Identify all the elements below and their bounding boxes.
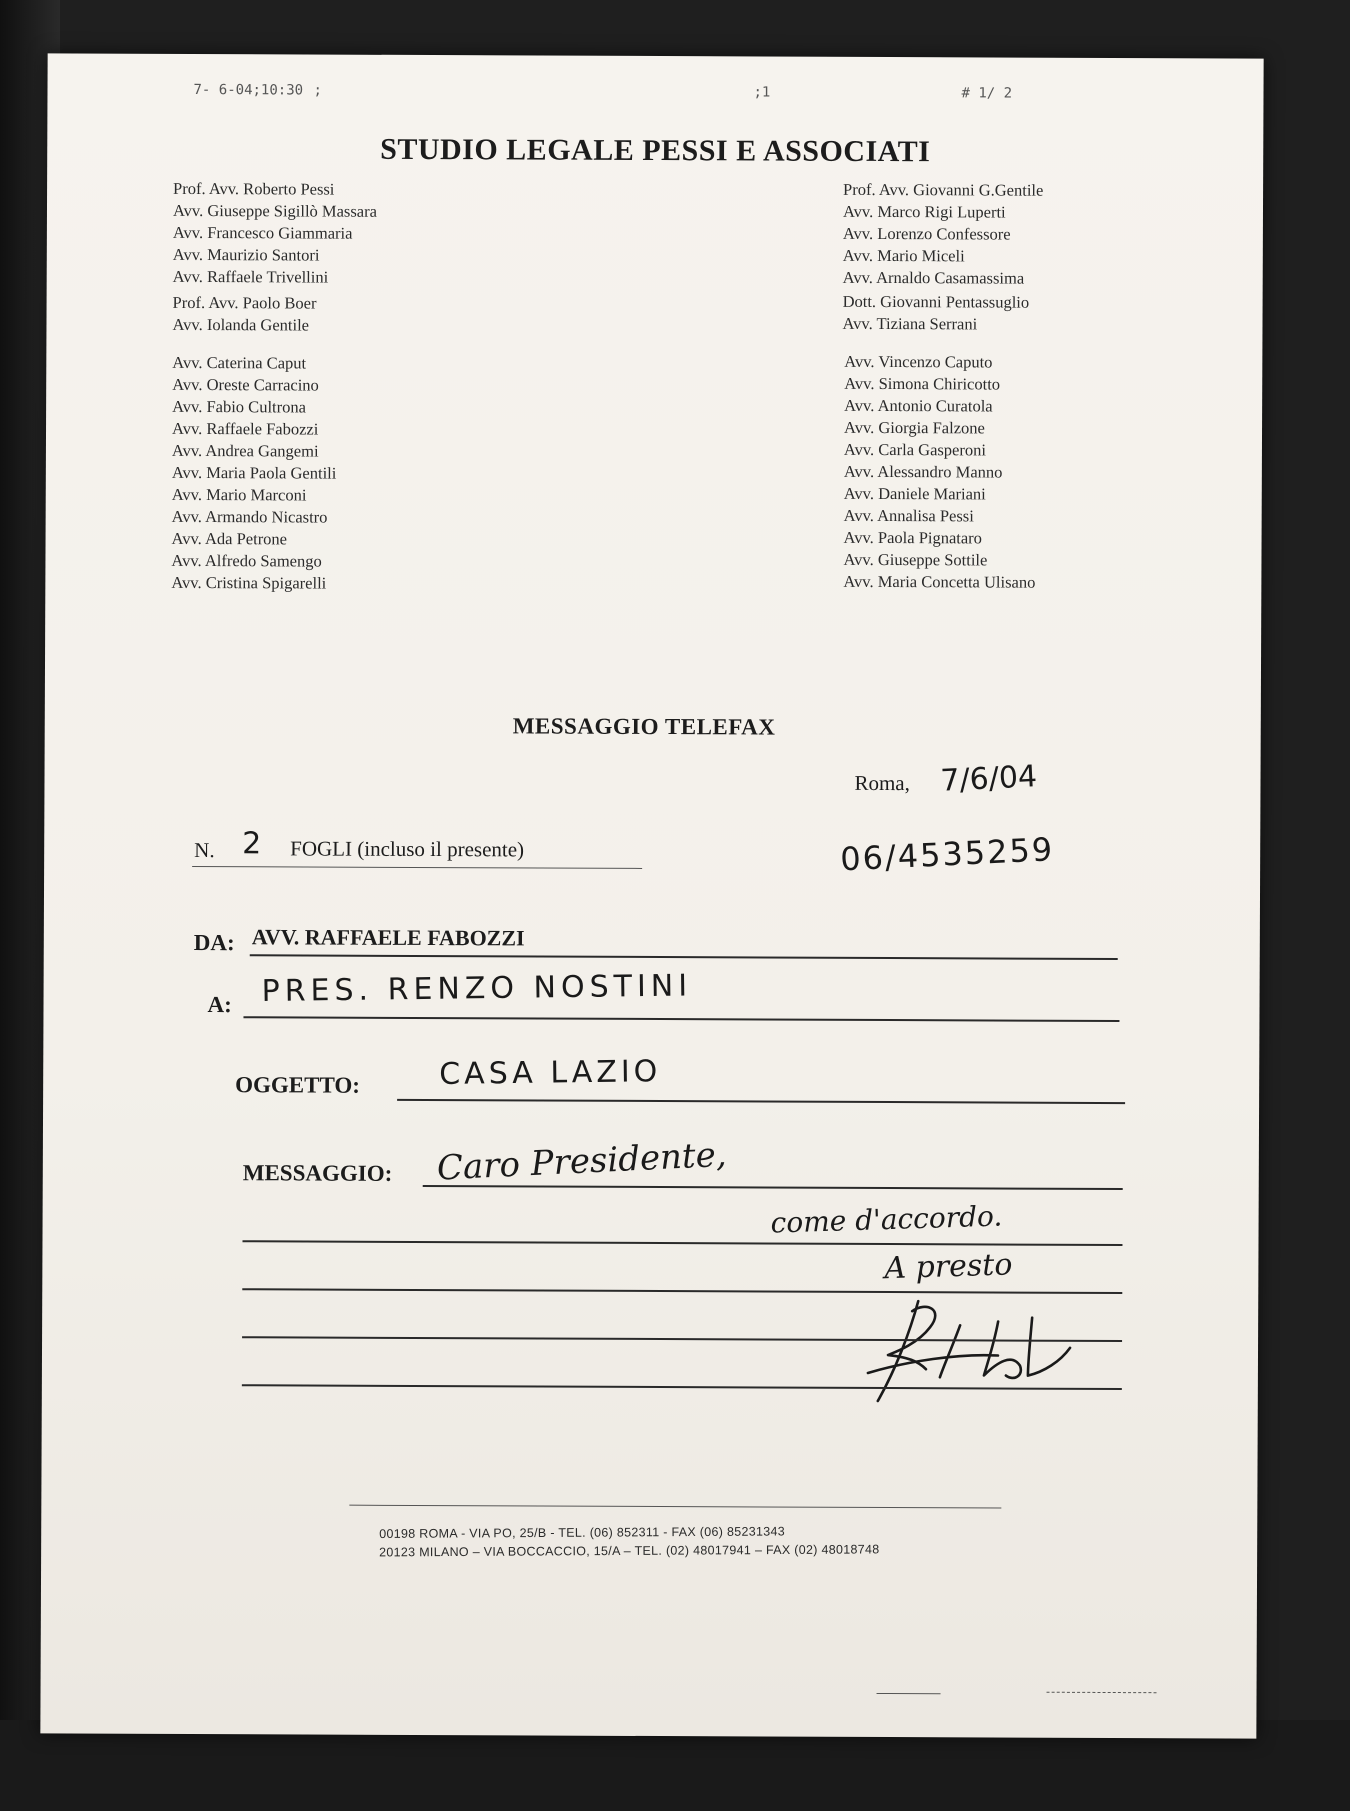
lawyer-name: Prof. Avv. Paolo Boer: [172, 292, 317, 313]
lawyer-name: Avv. Cristina Spigarelli: [171, 572, 327, 593]
lawyer-name: Avv. Paola Pignataro: [843, 527, 982, 548]
footer-milano-address: 20123 MILANO – VIA BOCCACCIO, 15/A – TEL. (02) 48017941 – FAX (02) 48018748: [379, 1542, 880, 1560]
handwritten-subject: CASA LAZIO: [439, 1054, 662, 1093]
message-line-1: [423, 1185, 1123, 1190]
lawyer-name: Avv. Andrea Gangemi: [171, 440, 319, 461]
lawyer-name: Avv. Mario Marconi: [171, 484, 307, 505]
sheets-underline: [192, 866, 642, 869]
lawyer-name: Avv. Arnaldo Casamassima: [842, 267, 1025, 288]
lawyer-name: Avv. Mario Miceli: [842, 245, 965, 266]
lawyer-name: Avv. Lorenzo Confessore: [842, 223, 1011, 244]
lawyer-name: Avv. Annalisa Pessi: [843, 505, 974, 526]
handwritten-sheets-count: 2: [242, 826, 262, 862]
lawyer-name: Avv. Ada Petrone: [171, 528, 288, 549]
sheets-label: N.: [194, 838, 215, 863]
fax-separator: ;: [313, 82, 322, 99]
handwritten-recipient: PRES. RENZO NOSTINI: [261, 968, 693, 1010]
handwritten-fax-number: 06/4535259: [839, 830, 1055, 879]
lawyer-name: Avv. Marco Rigi Luperti: [842, 201, 1006, 222]
fax-page: [40, 53, 1263, 1738]
lawyer-name: Avv. Carla Gasperoni: [843, 439, 987, 460]
lawyers-left-group-3: [171, 352, 337, 595]
lawyer-name: Dott. Giovanni Pentassuglio: [842, 291, 1030, 312]
lawyers-left-group-2: [172, 292, 316, 337]
signature: [848, 1291, 1109, 1412]
lawyer-name: Avv. Vincenzo Caputo: [844, 351, 993, 372]
lawyers-right-group-2: [842, 291, 1029, 336]
lawyer-name: Avv. Maria Paola Gentili: [171, 462, 337, 483]
lawyer-name: Avv. Iolanda Gentile: [172, 314, 310, 335]
fax-title: MESSAGGIO TELEFAX: [512, 713, 776, 740]
lawyers-right-group-1: [843, 179, 1044, 290]
lawyer-name: Avv. Francesco Giammaria: [172, 222, 353, 243]
lawyer-name: Avv. Giuseppe Sottile: [843, 549, 988, 570]
lawyer-name: Avv. Tiziana Serrani: [842, 313, 978, 334]
from-label: DA:: [193, 930, 235, 956]
to-line: [243, 1016, 1119, 1022]
lawyer-name: Avv. Maurizio Santori: [172, 244, 320, 265]
message-label: MESSAGGIO:: [242, 1160, 393, 1186]
fax-page-number: # 1/ 2: [961, 85, 1013, 102]
lawyer-name: Avv. Antonio Curatola: [844, 395, 993, 416]
lawyer-name: Avv. Fabio Cultrona: [172, 396, 306, 417]
lawyer-name: Avv. Giuseppe Sigillò Massara: [172, 200, 377, 221]
footer-roma-address: 00198 ROMA - VIA PO, 25/B - TEL. (06) 852311 - FAX (06) 85231343: [379, 1524, 786, 1541]
lawyer-name: Avv. Alfredo Samengo: [171, 550, 322, 571]
lawyer-name: Avv. Maria Concetta Ulisano: [843, 571, 1036, 592]
subject-label: OGGETTO:: [235, 1072, 361, 1098]
message-line-2: [242, 1240, 1122, 1246]
lawyer-name: Avv. Caterina Caput: [172, 352, 307, 373]
firm-name: STUDIO LEGALE PESSI E ASSOCIATI: [380, 132, 931, 169]
lawyer-name: Prof. Avv. Roberto Pessi: [173, 178, 335, 199]
lawyer-name: Avv. Simona Chiricotto: [844, 373, 1001, 394]
lawyer-name: Prof. Avv. Giovanni G.Gentile: [843, 179, 1044, 200]
bottom-mark-1: [877, 1693, 941, 1694]
to-label: A:: [207, 992, 232, 1018]
from-value: AVV. RAFFAELE FABOZZI: [251, 924, 525, 951]
subject-line: [397, 1099, 1125, 1104]
handwritten-message-line-1: Caro Presidente,: [436, 1134, 728, 1189]
lawyer-name: Avv. Armando Nicastro: [171, 506, 328, 527]
lawyer-name: Avv. Oreste Carracino: [172, 374, 319, 395]
handwritten-date: 7/6/04: [939, 759, 1038, 799]
from-line: [250, 954, 1118, 960]
lawyer-name: Avv. Alessandro Manno: [843, 461, 1003, 482]
handwritten-message-line-3: A presto: [883, 1247, 1013, 1287]
fax-line: ;1: [753, 84, 771, 101]
fax-datetime: 7- 6-04;10:30: [193, 81, 304, 99]
lawyer-name: Avv. Giorgia Falzone: [844, 417, 985, 438]
handwritten-message-line-2: come d'accordo.: [770, 1199, 1003, 1240]
bottom-mark-2: [1047, 1692, 1157, 1693]
lawyers-right-group-3: [843, 351, 1036, 594]
sheets-suffix: FOGLI (incluso il presente): [290, 836, 525, 862]
lawyer-name: Avv. Daniele Mariani: [843, 483, 986, 504]
lawyer-name: Avv. Raffaele Fabozzi: [171, 418, 319, 439]
place-label: Roma,: [854, 770, 910, 796]
lawyer-name: Avv. Raffaele Trivellini: [172, 266, 329, 287]
footer-separator: [349, 1505, 1001, 1509]
lawyers-left-group-1: [173, 178, 377, 289]
